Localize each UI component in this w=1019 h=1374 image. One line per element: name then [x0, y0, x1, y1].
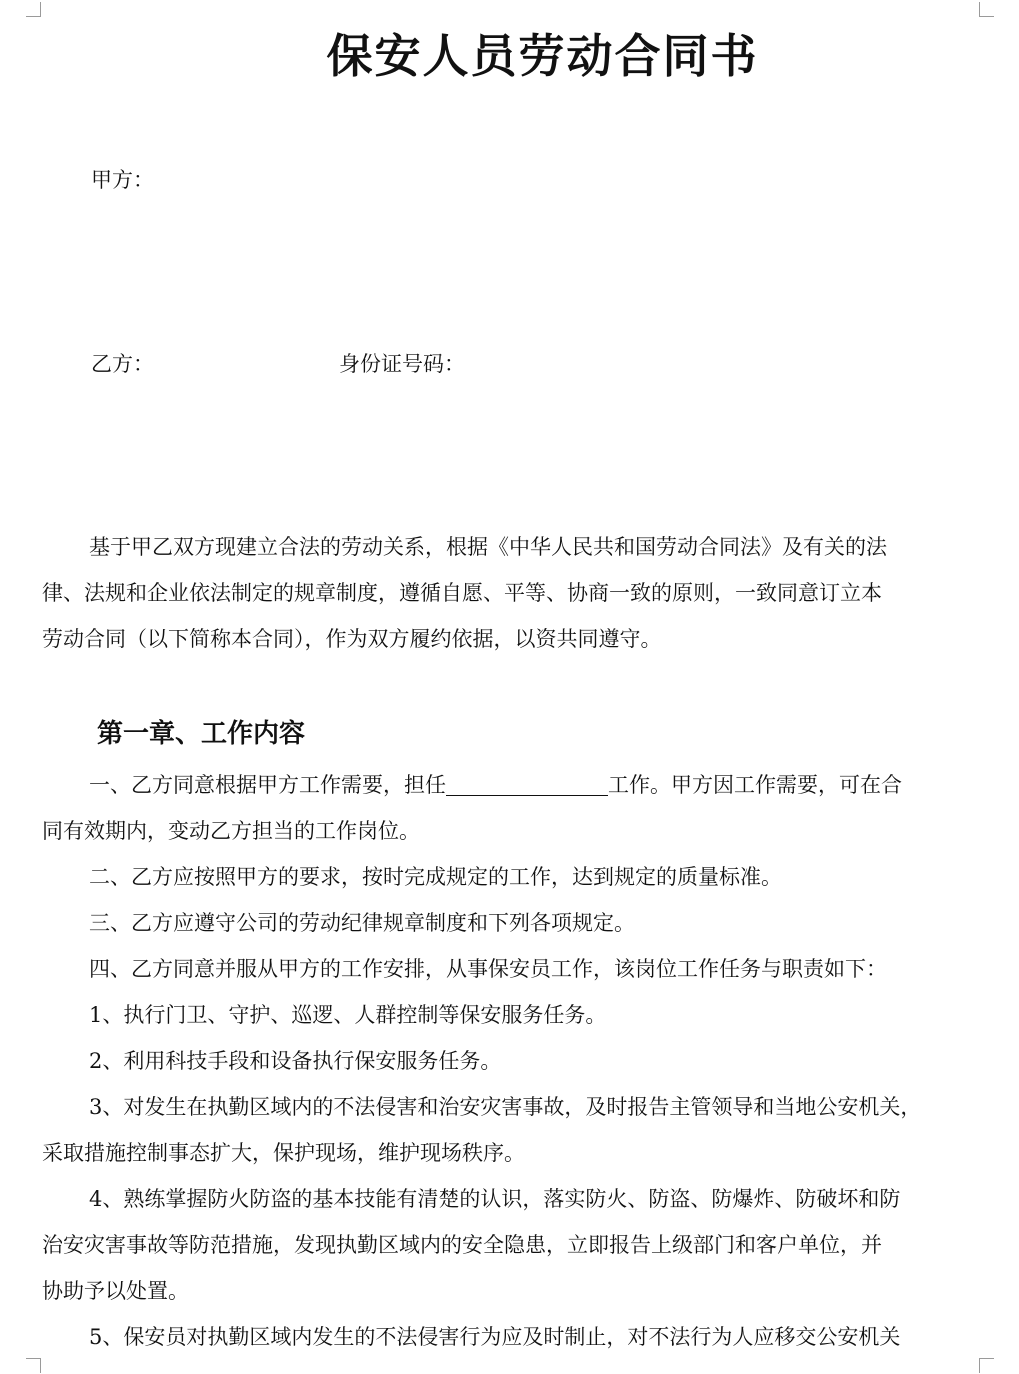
page-corner-mark-bottom-left: [26, 1358, 41, 1373]
duty-4-line-3: 协助予以处置。: [42, 1279, 189, 1303]
page-corner-mark-top-right: [979, 2, 994, 17]
page-corner-mark-bottom-right: [979, 1358, 994, 1373]
party-a-label: 甲方：: [91, 168, 154, 192]
clause-1-line-2: 同有效期内，变动乙方担当的工作岗位。: [42, 819, 420, 843]
duty-2: 2、利用科技手段和设备执行保安服务任务。: [89, 1049, 502, 1073]
clause-2: 二、乙方应按照甲方的要求，按时完成规定的工作，达到规定的质量标准。: [89, 865, 782, 889]
page-corner-mark-top-left: [26, 2, 41, 17]
duty-4-line-2: 治安灾害事故等防范措施，发现执勤区域内的安全隐患，立即报告上级部门和客户单位，并: [42, 1233, 882, 1257]
duty-1: 1、执行门卫、守护、巡逻、人群控制等保安服务任务。: [89, 1003, 607, 1027]
duty-4-line-1: 4、熟练掌握防火防盗的基本技能有清楚的认识，落实防火、防盗、防爆炸、防破坏和防: [89, 1187, 901, 1211]
document-title: 保安人员劳动合同书: [326, 29, 759, 83]
duty-3-line-2: 采取措施控制事态扩大，保护现场，维护现场秩序。: [42, 1141, 525, 1165]
duty-3-line-1: 3、对发生在执勤区域内的不法侵害和治安灾害事故，及时报告主管领导和当地公安机关，: [89, 1095, 922, 1119]
clause-3: 三、乙方应遵守公司的劳动纪律规章制度和下列各项规定。: [89, 911, 635, 935]
clause-1-line-1: [42, 762, 990, 808]
clause-4: 四、乙方同意并服从甲方的工作安排，从事保安员工作，该岗位工作任务与职责如下：: [89, 957, 887, 981]
preamble-line-2: 律、法规和企业依法制定的规章制度，遵循自愿、平等、协商一致的原则，一致同意订立本: [42, 581, 882, 605]
clause-1-text-start: 一、乙方同意根据甲方工作需要，担任: [89, 773, 446, 797]
preamble-line-1: 基于甲乙双方现建立合法的劳动关系，根据《中华人民共和国劳动合同法》及有关的法: [89, 535, 887, 559]
preamble-line-3: 劳动合同（以下简称本合同），作为双方履约依据，以资共同遵守。: [42, 627, 662, 651]
duty-5-line-1: 5、保安员对执勤区域内发生的不法侵害行为应及时制止，对不法行为人应移交公安机关: [89, 1325, 901, 1349]
chapter-1-title: 第一章、工作内容: [97, 719, 306, 749]
party-b-label: 乙方：: [91, 352, 154, 376]
position-blank: [446, 771, 608, 796]
id-number-label: 身份证号码：: [339, 352, 465, 376]
clause-1-text-end: 工作。甲方因工作需要，可在合: [608, 773, 902, 797]
